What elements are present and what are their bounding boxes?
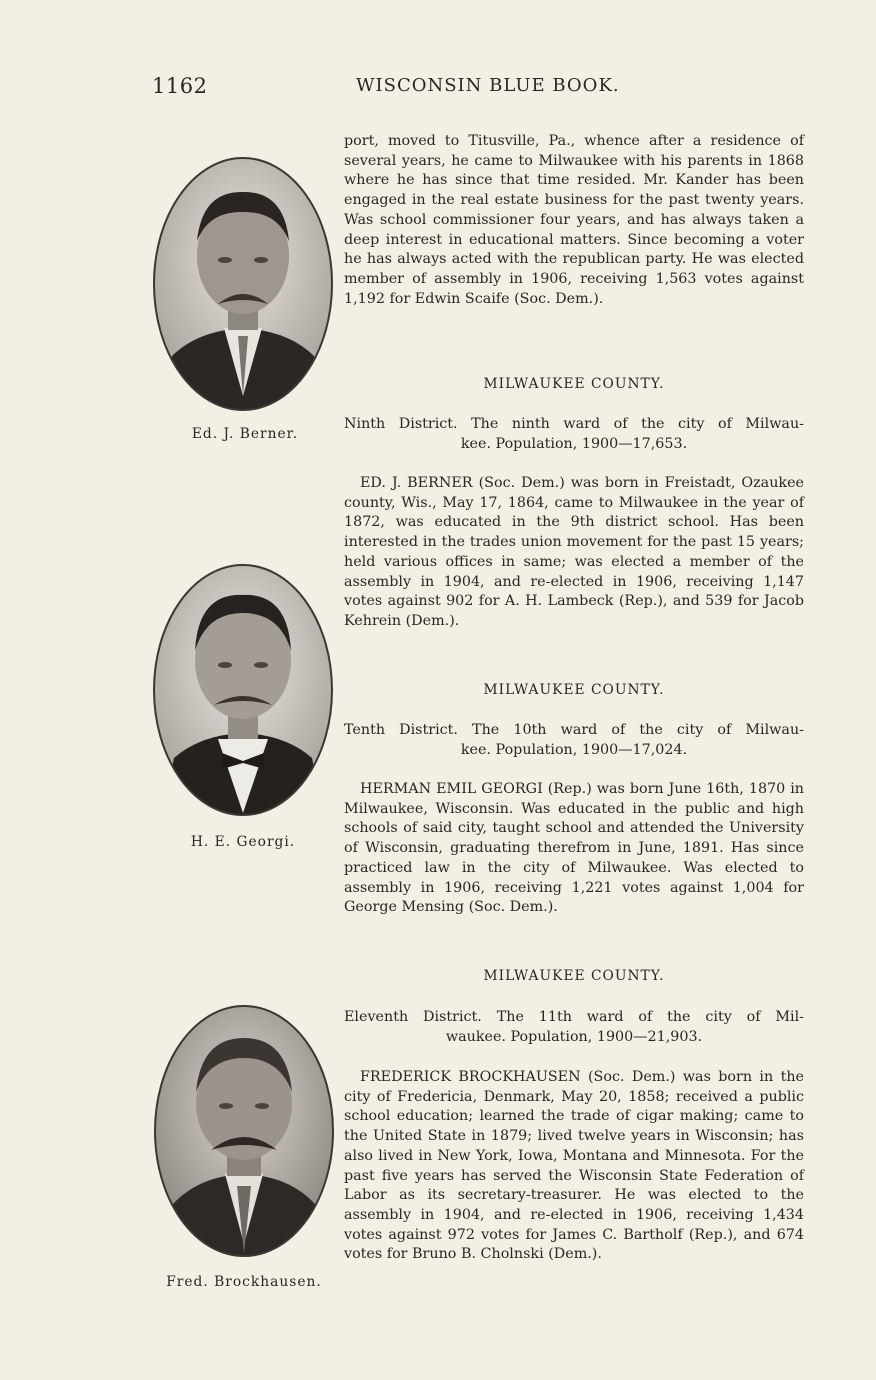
district-line-2: waukee. Population, 1900—21,903.	[445, 1028, 703, 1045]
bio-georgi	[344, 780, 804, 918]
district-heading-tenth	[344, 721, 804, 760]
county-heading-eleventh: MILWAUKEE COUNTY.	[483, 968, 665, 984]
district-heading-eleventh	[344, 1008, 804, 1047]
bio-brockhausen	[344, 1068, 804, 1265]
portrait-georgi	[152, 563, 334, 817]
district-line-1: Eleventh District. The 11th ward of the city of Mil-	[344, 1009, 804, 1025]
county-heading-tenth: MILWAUKEE COUNTY.	[483, 682, 665, 698]
district-line-2: kee. Population, 1900—17,653.	[460, 435, 688, 452]
portrait-berner	[152, 156, 334, 412]
caption-berner: Ed. J. Berner.	[191, 426, 299, 442]
bio-text: FREDERICK BROCKHAUSEN (Soc. Dem.) was born in the city of Fredericia, Denmark, May 20, 1858; received a public school education; learned the trade of cigar making; came to the United State in 1879; lived twelve years in Wisconsin; has also lived in New York, Iowa, Montana and Minnesota. For the past five years has served the Wisconsin State Federation of Labor as its secretary-treasurer. He was elected to the assembly in 1904, and re-elected in 1906, receiving 1,434 votes against 972 votes for James C. Bartholf (Rep.), and 674 votes for Bruno B. Cholnski (Dem.).	[344, 1069, 804, 1263]
county-heading-ninth: MILWAUKEE COUNTY.	[483, 376, 665, 392]
running-head: WISCONSIN BLUE BOOK.	[356, 75, 620, 96]
bio-berner	[344, 474, 804, 632]
district-line-1: Tenth District. The 10th ward of the city of Milwau-	[344, 722, 804, 738]
bio-text: HERMAN EMIL GEORGI (Rep.) was born June 16th, 1870 in Milwaukee, Wisconsin. Was educated in the public and high schools of said city, taught school and attended the University of Wisconsin, graduating therefrom in June, 1891. Has since practiced law in the city of Milwaukee. Was elected to assembly in 1906, receiving 1,221 votes against 1,004 for George Mensing (Soc. Dem.).	[344, 781, 804, 916]
portrait-brockhausen	[153, 1004, 335, 1258]
caption-georgi: H. E. Georgi.	[190, 834, 296, 850]
caption-brockhausen: Fred. Brockhausen.	[166, 1274, 322, 1290]
intro-text: port, moved to Titusville, Pa., whence after a residence of several years, he came to Milwaukee with his parents in 1868 where he has since that time resided. Mr. Kander has been engaged in the real estate business for the past twenty years. Was school commissioner four years, and has always taken a deep interest in educational matters. Since becoming a voter he has always acted with the republican party. He was elected member of assembly in 1906, receiving 1,563 votes against 1,192 for Edwin Scaife (Soc. Dem.).	[344, 133, 804, 307]
page-number: 1162	[152, 74, 208, 98]
district-line-1: Ninth District. The ninth ward of the city of Milwau-	[344, 416, 804, 432]
intro-paragraph	[344, 132, 804, 309]
district-heading-ninth	[344, 415, 804, 454]
district-line-2: kee. Population, 1900—17,024.	[460, 741, 688, 758]
bio-text: ED. J. BERNER (Soc. Dem.) was born in Freistadt, Ozaukee county, Wis., May 17, 1864, came to Milwaukee in the year of 1872, was educated in the 9th district school. Has been interested in the trades union movement for the past 15 years; held various offices in same; was elected a member of the assembly in 1904, and re-elected in 1906, receiving 1,147 votes against 902 for A. H. Lambeck (Rep.), and 539 for Jacob Kehrein (Dem.).	[344, 475, 804, 629]
